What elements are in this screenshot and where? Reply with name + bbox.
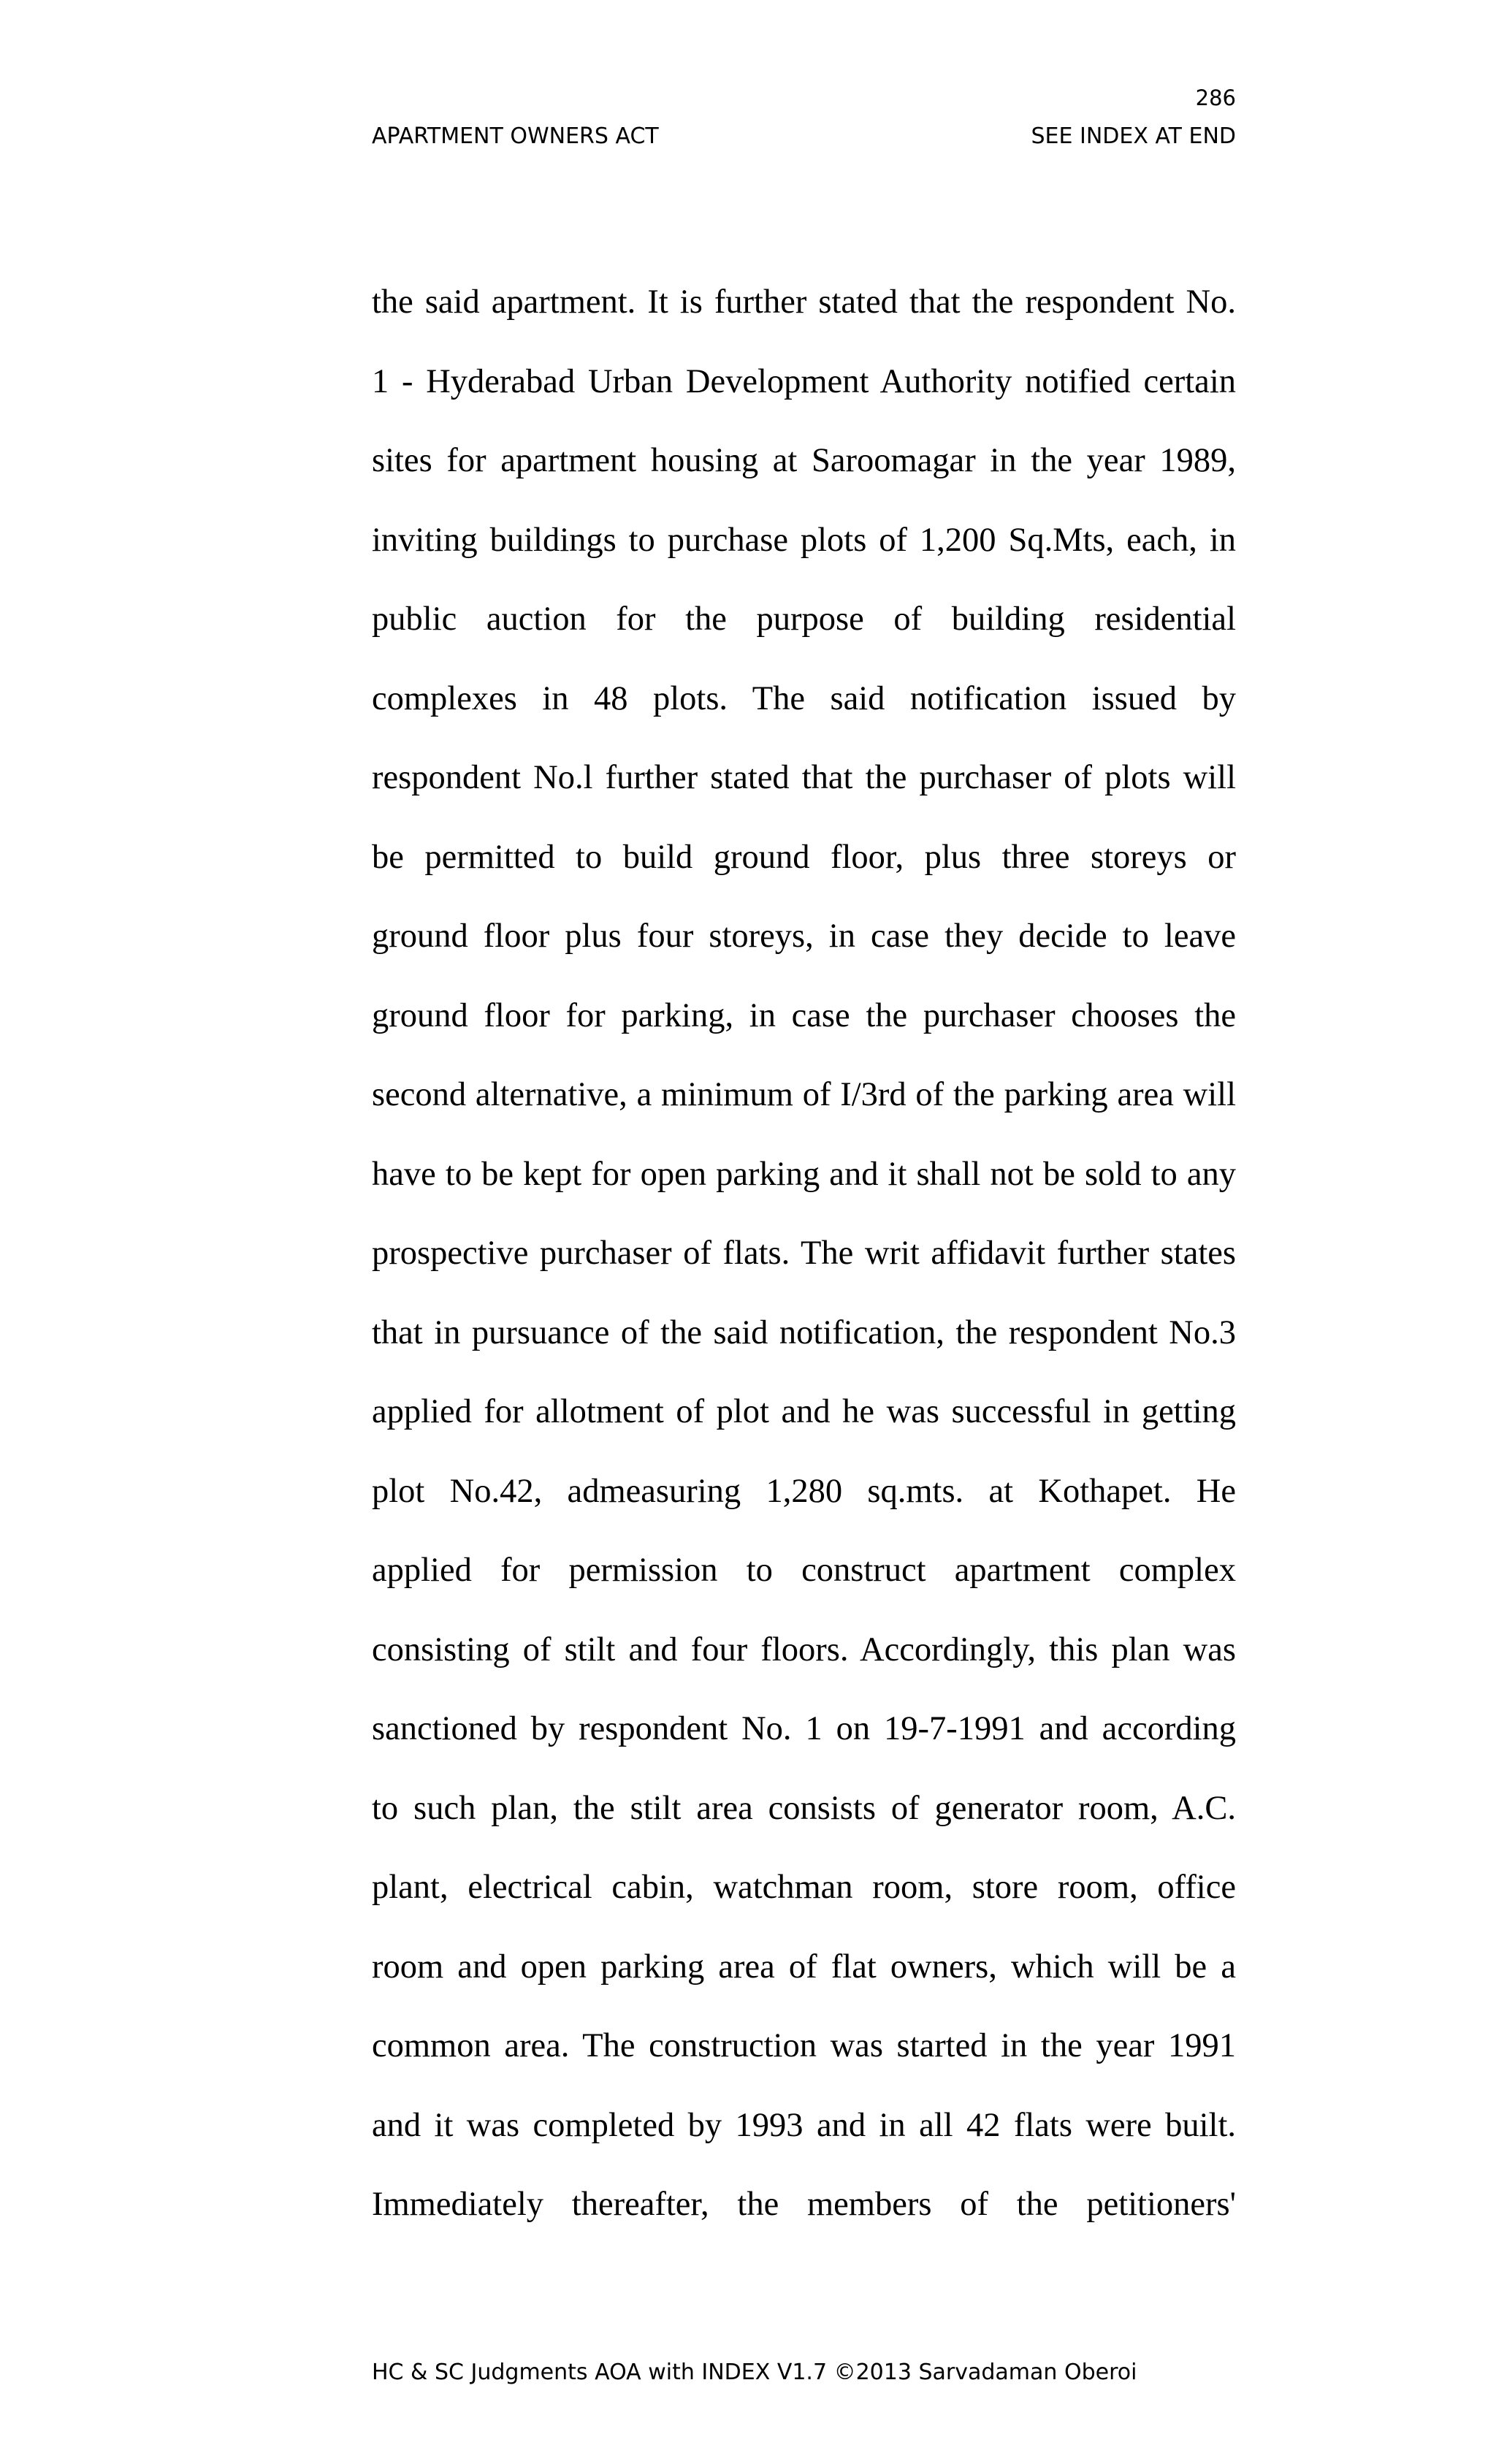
text-line: plant, electrical cabin, watchman room, store room, office <box>372 1869 1236 1906</box>
text-line: and it was completed by 1993 and in all 42 flats were built. <box>372 2106 1236 2144</box>
header-title: APARTMENT OWNERS ACT <box>372 123 659 149</box>
text-line: complexes in 48 plots. The said notification issued by <box>372 679 1236 717</box>
text-line: the said apartment. It is further stated that the respondent No. <box>372 283 1236 321</box>
text-line: be permitted to build ground floor, plus three storeys or <box>372 838 1236 876</box>
text-line: ground floor for parking, in case the purchaser chooses the <box>372 996 1236 1034</box>
text-line: have to be kept for open parking and it shall not be sold to any <box>372 1155 1236 1193</box>
footer-copyright: HC & SC Judgments AOA with INDEX V1.7 ©2013 Sarvadaman Oberoi <box>372 2360 1137 2385</box>
text-line: common area. The construction was started in the year 1991 <box>372 2027 1236 2064</box>
text-line: ground floor plus four storeys, in case they decide to leave <box>372 918 1236 955</box>
text-line: consisting of stilt and four floors. Accordingly, this plan was <box>372 1630 1236 1668</box>
running-header <box>372 123 1236 149</box>
text-line: public auction for the purpose of building residential <box>372 600 1236 638</box>
text-line: applied for permission to construct apartment complex <box>372 1552 1236 1589</box>
text-line: respondent No.l further stated that the purchaser of plots will <box>372 759 1236 796</box>
text-line: Immediately thereafter, the members of the petitioners' <box>372 2186 1236 2223</box>
text-line: room and open parking area of flat owners, which will be a <box>372 1948 1236 1986</box>
body-text <box>372 263 1236 2245</box>
page-number: 286 <box>1195 85 1236 110</box>
text-line: inviting buildings to purchase plots of 1,200 Sq.Mts, each, in <box>372 521 1236 559</box>
text-line: prospective purchaser of flats. The writ affidavit further states <box>372 1235 1236 1272</box>
text-line: plot No.42, admeasuring 1,280 sq.mts. at Kothapet. He <box>372 1472 1236 1510</box>
text-line: sites for apartment housing at Saroomagar in the year 1989, <box>372 442 1236 479</box>
text-line: to such plan, the stilt area consists of generator room, A.C. <box>372 1789 1236 1827</box>
text-line: second alternative, a minimum of I/3rd of the parking area will <box>372 1076 1236 1113</box>
header-index-note: SEE INDEX AT END <box>1031 123 1236 149</box>
text-line: that in pursuance of the said notification, the respondent No.3 <box>372 1313 1236 1351</box>
text-line: 1 - Hyderabad Urban Development Authority notified certain <box>372 362 1236 400</box>
text-line: sanctioned by respondent No. 1 on 19-7-1991 and according <box>372 1710 1236 1747</box>
text-line: applied for allotment of plot and he was successful in getting <box>372 1393 1236 1430</box>
